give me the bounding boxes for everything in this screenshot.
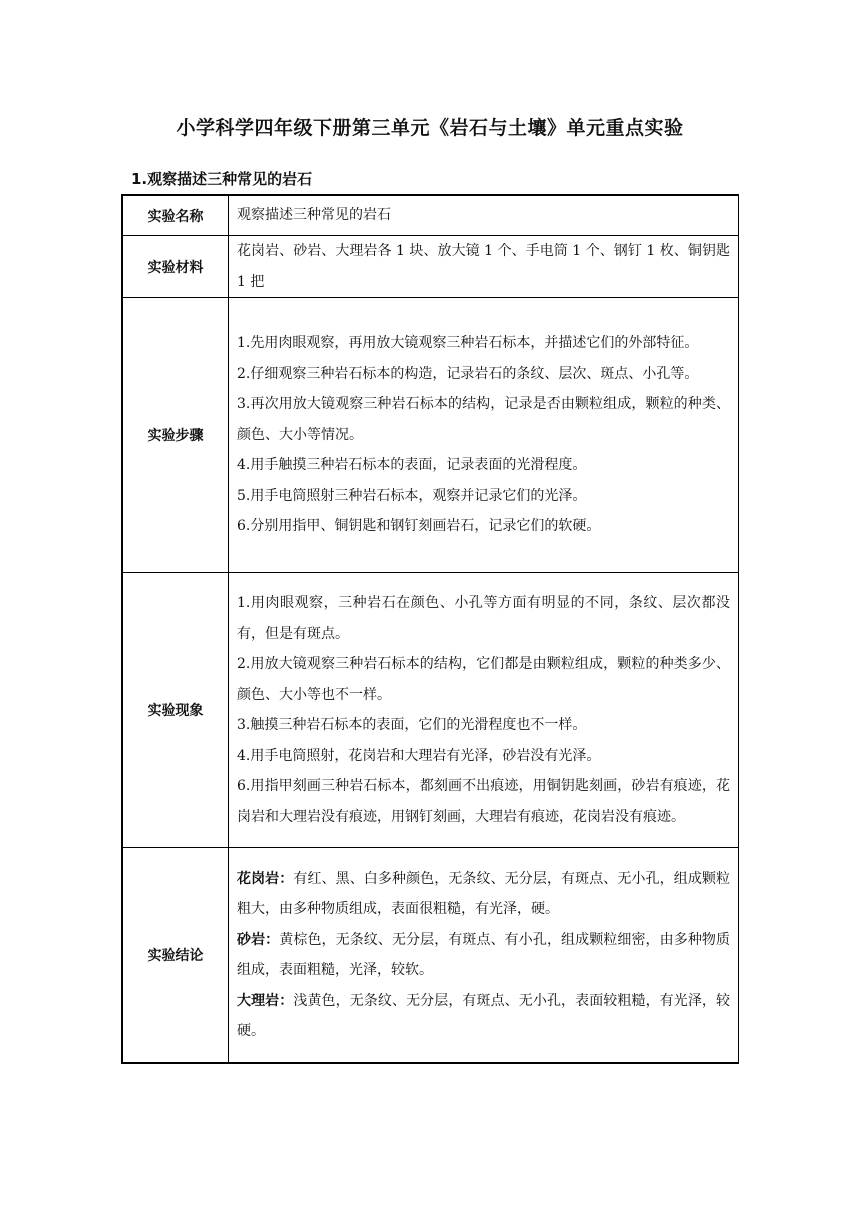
rock-description: 浅黄色，无条纹、无分层，有斑点、无小孔，表面较粗糙，有光泽，较硬。 xyxy=(237,992,731,1039)
conclusion-content xyxy=(229,848,739,1064)
step-item: 6.分别用指甲、铜钥匙和钢钉刻画岩石，记录它们的软硬。 xyxy=(237,518,601,535)
row-label-name: 实验名称 xyxy=(122,195,229,236)
rock-name: 花岗岩： xyxy=(237,870,294,887)
phenomenon-item: 2.用放大镜观察三种岩石标本的结构，它们都是由颗粒组成，颗粒的种类多少、颜色、大小等也不一样。 xyxy=(237,656,730,703)
row-label-conclusion: 实验结论 xyxy=(122,848,229,1064)
table-row-steps xyxy=(122,298,739,573)
materials-value: 花岗岩、砂岩、大理岩各 1 块、放大镜 1 个、手电筒 1 个、钢钉 1 枚、铜钥匙 1 把 xyxy=(229,236,739,298)
document-title: 小学科学四年级下册第三单元《岩石与土壤》单元重点实验 xyxy=(176,117,684,139)
row-label-phenomena: 实验现象 xyxy=(122,573,229,848)
section-heading: 1.观察描述三种常见的岩石 xyxy=(131,170,313,188)
step-item: 2.仔细观察三种岩石标本的构造，记录岩石的条纹、层次、斑点、小孔等。 xyxy=(237,365,699,382)
phenomenon-item: 1.用肉眼观察，三种岩石在颜色、小孔等方面有明显的不同，条纹、层次都没有，但是有斑点。 xyxy=(237,595,730,642)
table-row-conclusion xyxy=(122,848,739,1064)
table-row-name xyxy=(122,195,739,236)
rock-description: 有红、黑、白多种颜色，无条纹、无分层，有斑点、无小孔，组成颗粒粗大，由多种物质组成，表面很粗糙，有光泽，硬。 xyxy=(237,870,731,917)
table-row-phenomena xyxy=(122,573,739,848)
step-item: 1.先用肉眼观察，再用放大镜观察三种岩石标本，并描述它们的外部特征。 xyxy=(237,335,699,352)
conclusion-item-marble xyxy=(237,986,730,1047)
steps-content xyxy=(229,298,739,573)
row-label-materials: 实验材料 xyxy=(122,236,229,298)
step-item: 5.用手电筒照射三种岩石标本，观察并记录它们的光泽。 xyxy=(237,487,587,504)
experiment-name-value: 观察描述三种常见的岩石 xyxy=(229,195,739,236)
conclusion-item-sandstone xyxy=(237,925,730,986)
phenomenon-item: 4.用手电筒照射，花岗岩和大理岩有光泽，砂岩没有光泽。 xyxy=(237,747,601,764)
phenomenon-item: 6.用指甲刻画三种岩石标本，都刻画不出痕迹，用铜钥匙刻画，砂岩有痕迹，花岗岩和大理岩没有痕迹，用钢钉刻画，大理岩有痕迹，花岗岩没有痕迹。 xyxy=(237,778,730,825)
experiment-table xyxy=(121,194,739,1064)
row-label-steps: 实验步骤 xyxy=(122,298,229,573)
rock-description: 黄棕色，无条纹、无分层，有斑点、有小孔，组成颗粒细密，由多种物质组成，表面粗糙，光泽，较软。 xyxy=(237,931,730,978)
step-item: 3.再次用放大镜观察三种岩石标本的结构，记录是否由颗粒组成，颗粒的种类、颜色、大小等情况。 xyxy=(237,396,730,443)
phenomenon-item: 3.触摸三种岩石标本的表面，它们的光滑程度也不一样。 xyxy=(237,717,587,733)
step-item: 4.用手触摸三种岩石标本的表面，记录表面的光滑程度。 xyxy=(237,457,587,474)
rock-name: 大理岩： xyxy=(237,992,294,1009)
conclusion-item-granite xyxy=(237,864,730,925)
phenomena-content xyxy=(229,573,739,848)
rock-name: 砂岩： xyxy=(237,931,280,948)
table-row-materials xyxy=(122,236,739,298)
